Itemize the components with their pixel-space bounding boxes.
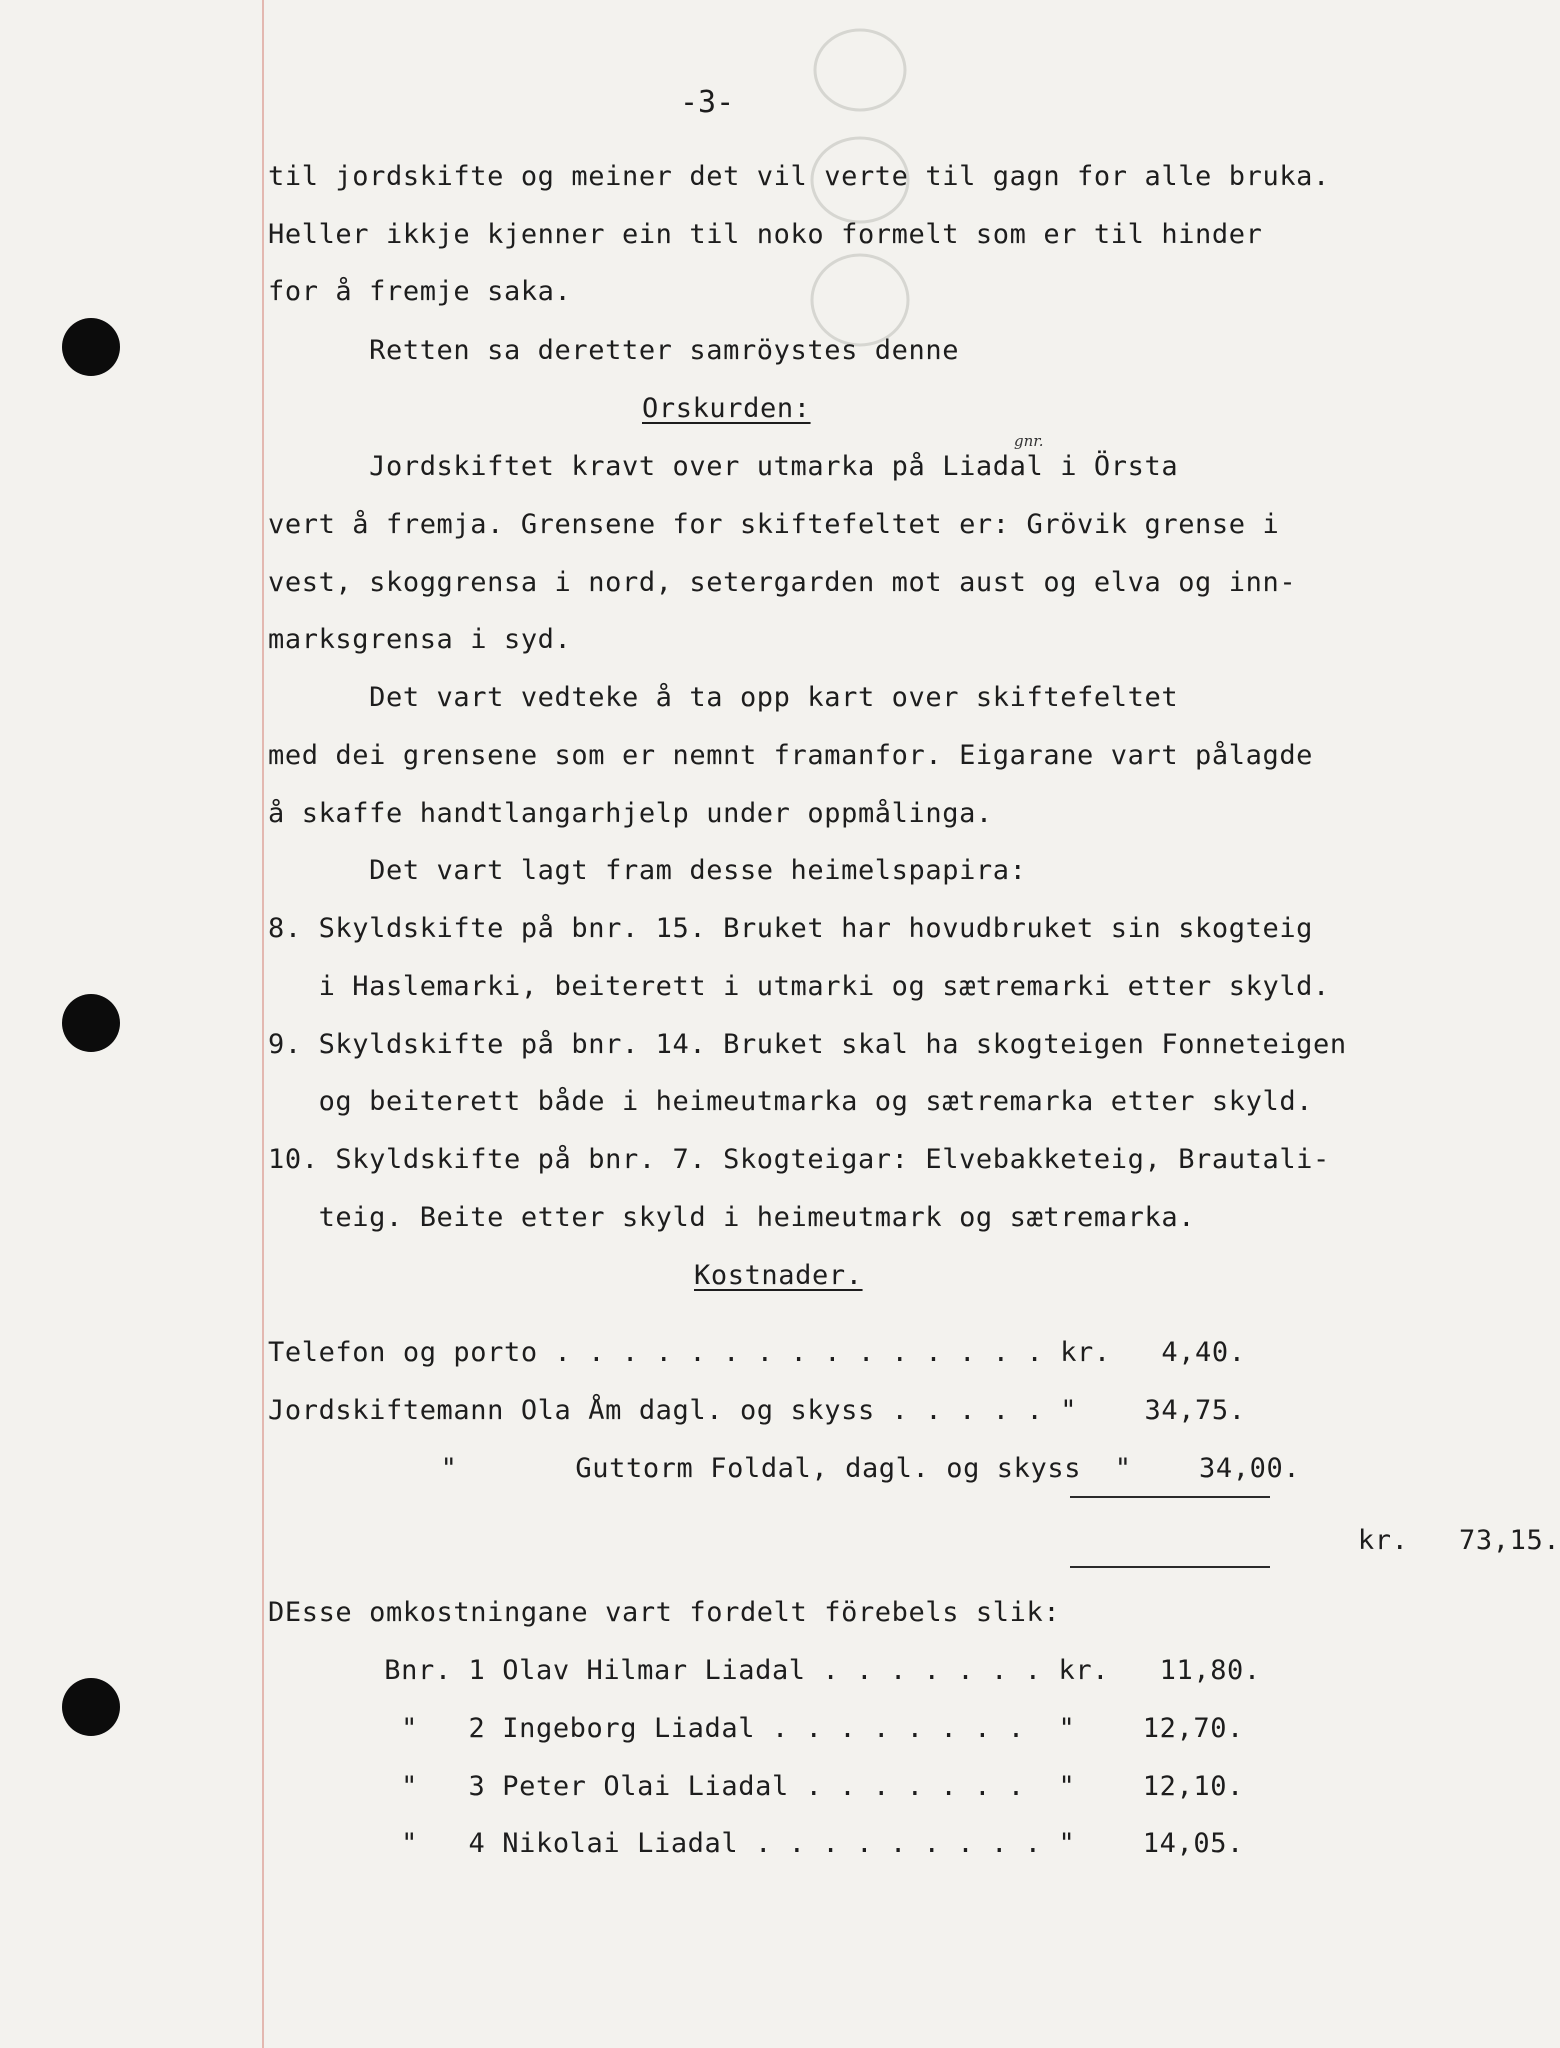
- text-line: vert å fremja. Grensene for skiftefeltet er: Grövik grense i: [268, 509, 1280, 540]
- distribution-line: " 2 Ingeborg Liadal . . . . . . . . " 12,70.: [300, 1713, 1244, 1744]
- section-heading-orskurden: Orskurden:: [642, 393, 811, 424]
- text-line: Det vart lagt fram desse heimelspapira:: [268, 855, 1027, 886]
- cost-total: kr. 73,15.: [650, 1525, 1560, 1556]
- binder-hole-bottom: [62, 1678, 120, 1736]
- distribution-line: " 3 Peter Olai Liadal . . . . . . . " 12,10.: [300, 1771, 1244, 1802]
- text-line: 9. Skyldskifte på bnr. 14. Bruket skal ha skogteigen Fonneteigen: [268, 1029, 1347, 1060]
- text-line: til jordskifte og meiner det vil verte til gagn for alle bruka.: [268, 161, 1330, 192]
- margin-rule: [262, 0, 264, 2048]
- page-number: -3-: [680, 85, 735, 120]
- text-line: Jordskiftet kravt over utmarka på Liadal i Örsta: [268, 451, 1179, 482]
- text-line: vest, skoggrensa i nord, setergarden mot aust og elva og inn-: [268, 567, 1297, 598]
- text-line: og beiterett både i heimeutmarka og sætremarka etter skyld.: [268, 1086, 1314, 1117]
- text-line: for å fremje saka.: [268, 276, 572, 307]
- handwritten-insertion: gnr.: [1014, 432, 1044, 450]
- text-line: Heller ikkje kjenner ein til noko formelt som er til hinder: [268, 219, 1263, 250]
- text-line: 8. Skyldskifte på bnr. 15. Bruket har hovudbruket sin skogteig: [268, 913, 1314, 944]
- sum-rule-bottom: [1070, 1566, 1270, 1568]
- text-line: med dei grensene som er nemnt framanfor. Eigarane vart pålagde: [268, 740, 1314, 771]
- text-line: Retten sa deretter samröystes denne: [268, 335, 960, 366]
- text-line: å skaffe handtlangarhjelp under oppmålinga.: [268, 798, 993, 829]
- distribution-line: Bnr. 1 Olav Hilmar Liadal . . . . . . . kr. 11,80.: [300, 1655, 1261, 1686]
- text-line: 10. Skyldskifte på bnr. 7. Skogteigar: Elvebakketeig, Brautali-: [268, 1144, 1330, 1175]
- text-line: i Haslemarki, beiterett i utmarki og sætremarki etter skyld.: [268, 971, 1330, 1002]
- text-line: Det vart vedteke å ta opp kart over skiftefeltet: [268, 682, 1179, 713]
- binder-hole-top: [62, 318, 120, 376]
- text-line: teig. Beite etter skyld i heimeutmark og sætremarka.: [268, 1202, 1196, 1233]
- cost-line: " Guttorm Foldal, dagl. og skyss " 34,00.: [390, 1453, 1301, 1484]
- cost-line: Jordskiftemann Ola Åm dagl. og skyss . . . . . " 34,75.: [268, 1395, 1246, 1426]
- distribution-line: " 4 Nikolai Liadal . . . . . . . . . " 14,05.: [300, 1828, 1244, 1859]
- text-line: marksgrensa i syd.: [268, 624, 572, 655]
- cost-line: Telefon og porto . . . . . . . . . . . . . . . kr. 4,40.: [268, 1337, 1246, 1368]
- binder-hole-middle: [62, 994, 120, 1052]
- section-heading-kostnader: Kostnader.: [694, 1260, 863, 1291]
- text-line: DEsse omkostningane vart fordelt förebels slik:: [268, 1597, 1061, 1628]
- sum-rule-top: [1070, 1496, 1270, 1498]
